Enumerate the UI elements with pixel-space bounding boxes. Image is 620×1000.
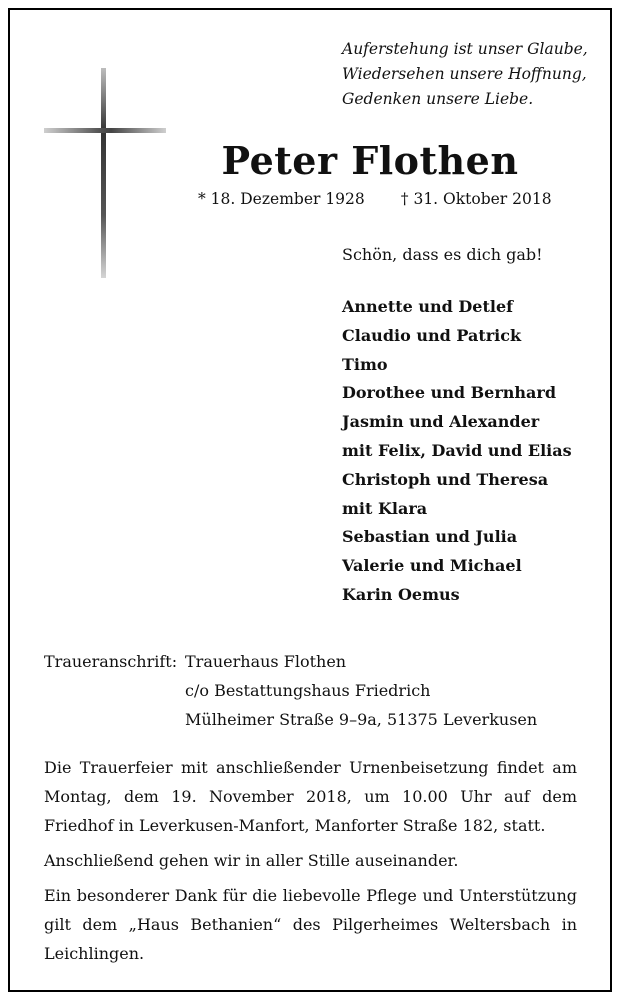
family-member: Karin Oemus: [342, 584, 460, 604]
motto: [342, 37, 592, 112]
address-line: c/o Bestattungshaus Friedrich: [185, 681, 431, 700]
mourning-address: [44, 647, 537, 734]
birth-date: * 18. Dezember 1928: [198, 190, 365, 208]
address-line: Trauerhaus Flothen: [185, 652, 347, 671]
deceased-name: Peter Flothen: [221, 138, 519, 183]
funeral-paragraph: Die Trauerfeier mit anschließender Urnenbeisetzung findet am Montag, dem 19. November 2018, um 10.00 Uhr auf dem Friedhof in Leverkusen-Manfort, Manforter Straße 182, statt.: [44, 758, 577, 835]
motto-line: Auferstehung ist unser Glaube,: [342, 40, 588, 58]
family-member: Annette und Detlef: [342, 297, 513, 316]
family-member: Jasmin und Alexander: [342, 412, 540, 432]
address-label: Traueranschrift:: [44, 652, 178, 671]
thanks-paragraph: Ein besonderer Dank für die liebevolle Pflege und Unterstützung gilt dem „Haus Bethanien“ des Pilgerheimes Weltersbach in Leichlingen.: [44, 886, 577, 963]
address-line: Mülheimer Straße 9–9a, 51375 Leverkusen: [185, 710, 538, 729]
life-dates: [198, 190, 552, 208]
family-member: Claudio und Patrick: [342, 325, 522, 345]
family-list: [342, 293, 572, 610]
tagline: Schön, dass es dich gab!: [342, 245, 543, 264]
family-member: mit Klara: [342, 498, 428, 518]
notice-body: [44, 753, 577, 974]
family-member: Timo: [342, 354, 388, 374]
family-member: Valerie und Michael: [342, 556, 522, 576]
family-member: Christoph und Theresa: [342, 469, 549, 489]
death-date: † 31. Oktober 2018: [400, 190, 552, 208]
family-member: Sebastian und Julia: [342, 527, 518, 547]
motto-line: Gedenken unsere Liebe.: [342, 90, 534, 108]
family-member: mit Felix, David und Elias: [342, 440, 572, 460]
family-member: Dorothee und Bernhard: [342, 383, 557, 403]
motto-line: Wiedersehen unsere Hoffnung,: [342, 65, 587, 83]
closing-paragraph: Anschließend gehen wir in aller Stille auseinander.: [44, 851, 459, 870]
